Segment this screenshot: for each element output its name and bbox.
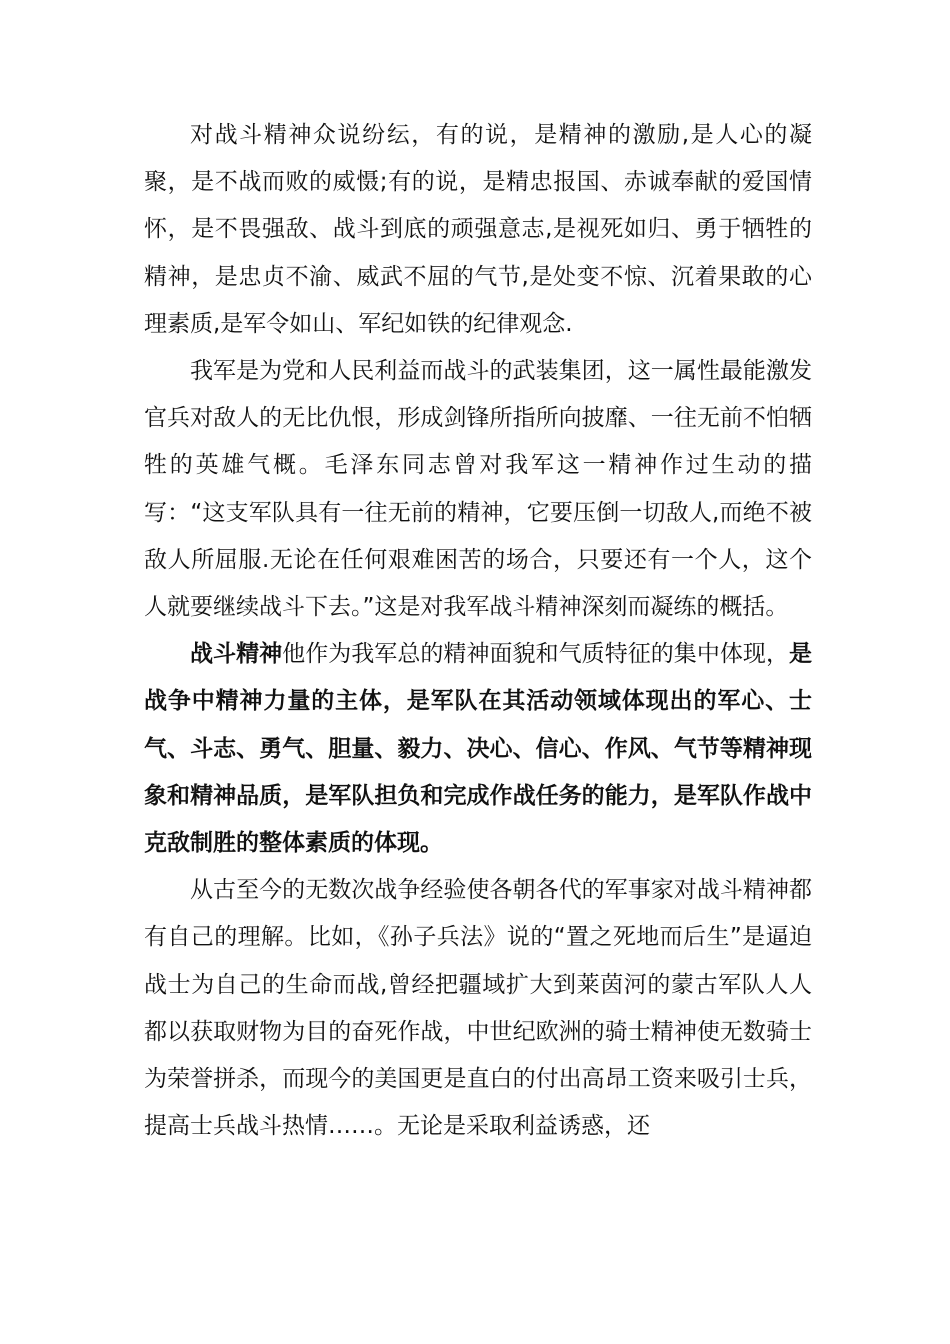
document-page bbox=[144, 112, 812, 1150]
paragraph-3-regular: 他作为我军总的精神面貌和气质特征的集中体现， bbox=[282, 641, 790, 668]
paragraph-2: 我军是为党和人民利益而战斗的武装集团，这一属性最能激发官兵对敌人的无比仇恨，形成剑锋所指所向披靡、一往无前不怕牺牲的英雄气概。毛泽东同志曾对我军这一精神作过生动的描写：“这支军队具有一往无前的精神，它要压倒一切敌人,而绝不被敌人所屈服.无论在任何艰难困苦的场合，只要还有一个人，这个人就要继续战斗下去。”这是对我军战斗精神深刻而凝练的概括。 bbox=[144, 358, 812, 621]
paragraph-3-bold-tail: 是战争中精神力量的主体，是军队在其活动领域体现出的军心、士气、斗志、勇气、胆量、毅力、决心、信心、作风、气节等精神现象和精神品质，是军队担负和完成作战任务的能力，是军队作战中克敌制胜的整体素质的体现。 bbox=[144, 641, 813, 857]
paragraph-4: 从古至今的无数次战争经验使各朝各代的军事家对战斗精神都有自己的理解。比如，《孙子兵法》说的“置之死地而后生”是逼迫战士为自己的生命而战,曾经把疆域扩大到莱茵河的蒙古军队人人都以获取财物为目的奋死作战，中世纪欧洲的骑士精神使无数骑士为荣誉拼杀，而现今的美国更是直白的付出高昂工资来吸引士兵，提高士兵战斗热情……。无论是采取利益诱惑，还 bbox=[144, 877, 812, 1140]
paragraph-3-bold-lead: 战斗精神 bbox=[190, 641, 283, 668]
paragraph-1: 对战斗精神众说纷纭，有的说，是精神的激励,是人心的凝聚，是不战而败的威慑;有的说，是精忠报国、赤诚奉献的爱国情怀，是不畏强敌、战斗到底的顽强意志,是视死如归、勇于牺牲的精神，是忠贞不渝、威武不屈的气节,是处变不惊、沉着果敢的心理素质,是军令如山、军纪如铁的纪律观念. bbox=[144, 122, 812, 337]
paragraph-3 bbox=[144, 631, 812, 867]
